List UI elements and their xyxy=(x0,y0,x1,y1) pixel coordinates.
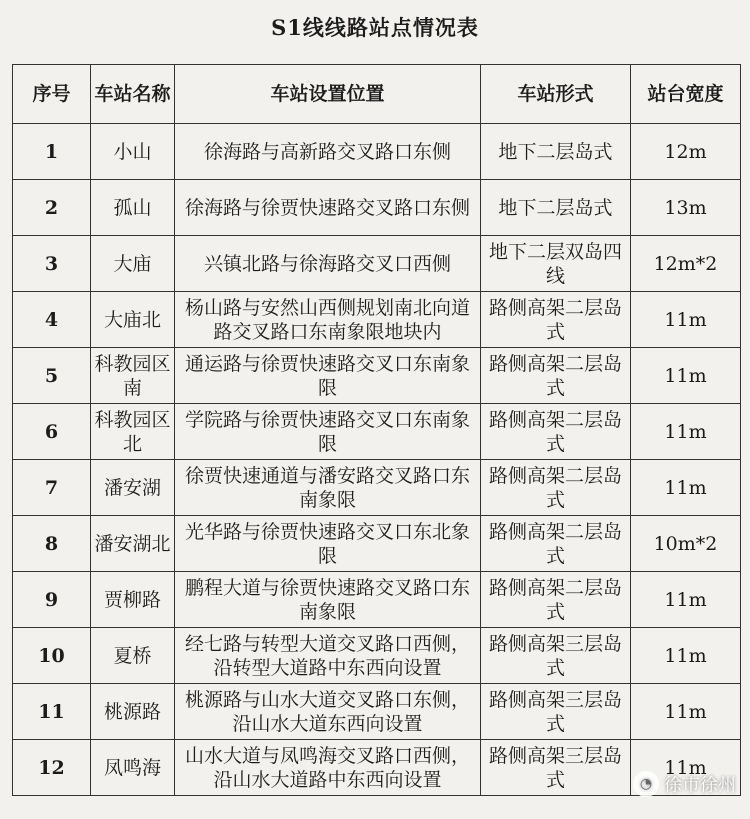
cell-form: 地下二层岛式 xyxy=(481,180,631,236)
cell-no: 3 xyxy=(13,236,91,292)
table-row xyxy=(13,740,741,796)
watermark xyxy=(633,771,736,797)
cell-no: 6 xyxy=(13,404,91,460)
cell-form: 路侧高架二层岛式 xyxy=(481,292,631,348)
cell-width: 11m xyxy=(631,740,741,796)
table-row xyxy=(13,460,741,516)
cell-no: 9 xyxy=(13,572,91,628)
cell-location: 桃源路与山水大道交叉路口东侧，沿山水大道东西向设置 xyxy=(175,684,481,740)
cell-location: 山水大道与凤鸣海交叉路口西侧，沿山水大道路中东西向设置 xyxy=(175,740,481,796)
cell-form: 路侧高架三层岛式 xyxy=(481,684,631,740)
cell-width: 11m xyxy=(631,404,741,460)
cell-name: 凤鸣海 xyxy=(91,740,175,796)
cell-width: 11m xyxy=(631,628,741,684)
station-table xyxy=(12,64,741,796)
table-row xyxy=(13,124,741,180)
cell-width: 11m xyxy=(631,348,741,404)
table-row xyxy=(13,292,741,348)
cell-location: 学院路与徐贾快速路交叉口东南象限 xyxy=(175,404,481,460)
cell-name: 孤山 xyxy=(91,180,175,236)
cell-form: 路侧高架三层岛式 xyxy=(481,628,631,684)
wechat-icon: ◔ xyxy=(633,771,659,797)
cell-form: 路侧高架二层岛式 xyxy=(481,404,631,460)
cell-name: 科教园区南 xyxy=(91,348,175,404)
cell-location: 徐海路与徐贾快速路交叉路口东侧 xyxy=(175,180,481,236)
cell-name: 大庙北 xyxy=(91,292,175,348)
cell-location: 杨山路与安然山西侧规划南北向道路交叉路口东南象限地块内 xyxy=(175,292,481,348)
cell-width: 12m*2 xyxy=(631,236,741,292)
cell-name: 科教园区北 xyxy=(91,404,175,460)
table-row xyxy=(13,572,741,628)
header-width: 站台宽度 xyxy=(631,65,741,124)
table-row xyxy=(13,628,741,684)
cell-name: 贾柳路 xyxy=(91,572,175,628)
cell-width: 11m xyxy=(631,292,741,348)
header-row xyxy=(13,65,741,124)
cell-no: 7 xyxy=(13,460,91,516)
cell-form: 路侧高架二层岛式 xyxy=(481,516,631,572)
cell-name: 桃源路 xyxy=(91,684,175,740)
cell-name: 潘安湖 xyxy=(91,460,175,516)
cell-location: 徐贾快速通道与潘安路交叉路口东南象限 xyxy=(175,460,481,516)
cell-location: 鹏程大道与徐贾快速路交叉路口东南象限 xyxy=(175,572,481,628)
cell-location: 兴镇北路与徐海路交叉口西侧 xyxy=(175,236,481,292)
header-name: 车站名称 xyxy=(91,65,175,124)
cell-form: 路侧高架二层岛式 xyxy=(481,348,631,404)
table-row xyxy=(13,404,741,460)
table-row xyxy=(13,348,741,404)
cell-width: 11m xyxy=(631,572,741,628)
cell-no: 1 xyxy=(13,124,91,180)
cell-location: 通运路与徐贾快速路交叉口东南象限 xyxy=(175,348,481,404)
cell-name: 潘安湖北 xyxy=(91,516,175,572)
table-row xyxy=(13,516,741,572)
cell-form: 地下二层岛式 xyxy=(481,124,631,180)
table-title: S1线线路站点情况表 xyxy=(271,15,479,40)
cell-no: 5 xyxy=(13,348,91,404)
cell-no: 11 xyxy=(13,684,91,740)
table-row xyxy=(13,180,741,236)
table-row xyxy=(13,684,741,740)
cell-no: 10 xyxy=(13,628,91,684)
cell-no: 12 xyxy=(13,740,91,796)
cell-width: 12m xyxy=(631,124,741,180)
cell-width: 10m*2 xyxy=(631,516,741,572)
cell-width: 11m xyxy=(631,460,741,516)
cell-width: 13m xyxy=(631,180,741,236)
cell-form: 路侧高架二层岛式 xyxy=(481,572,631,628)
cell-location: 光华路与徐贾快速路交叉口东北象限 xyxy=(175,516,481,572)
cell-form: 地下二层双岛四线 xyxy=(481,236,631,292)
cell-width: 11m xyxy=(631,684,741,740)
cell-location: 经七路与转型大道交叉路口西侧，沿转型大道路中东西向设置 xyxy=(175,628,481,684)
cell-no: 2 xyxy=(13,180,91,236)
header-no: 序号 xyxy=(13,65,91,124)
header-form: 车站形式 xyxy=(481,65,631,124)
cell-location: 徐海路与高新路交叉路口东侧 xyxy=(175,124,481,180)
cell-form: 路侧高架三层岛式 xyxy=(481,740,631,796)
cell-form: 路侧高架二层岛式 xyxy=(481,460,631,516)
header-location: 车站设置位置 xyxy=(175,65,481,124)
cell-name: 小山 xyxy=(91,124,175,180)
watermark-text: 徐市徐州 xyxy=(664,775,736,796)
cell-name: 大庙 xyxy=(91,236,175,292)
table-row xyxy=(13,236,741,292)
cell-no: 4 xyxy=(13,292,91,348)
cell-no: 8 xyxy=(13,516,91,572)
cell-name: 夏桥 xyxy=(91,628,175,684)
